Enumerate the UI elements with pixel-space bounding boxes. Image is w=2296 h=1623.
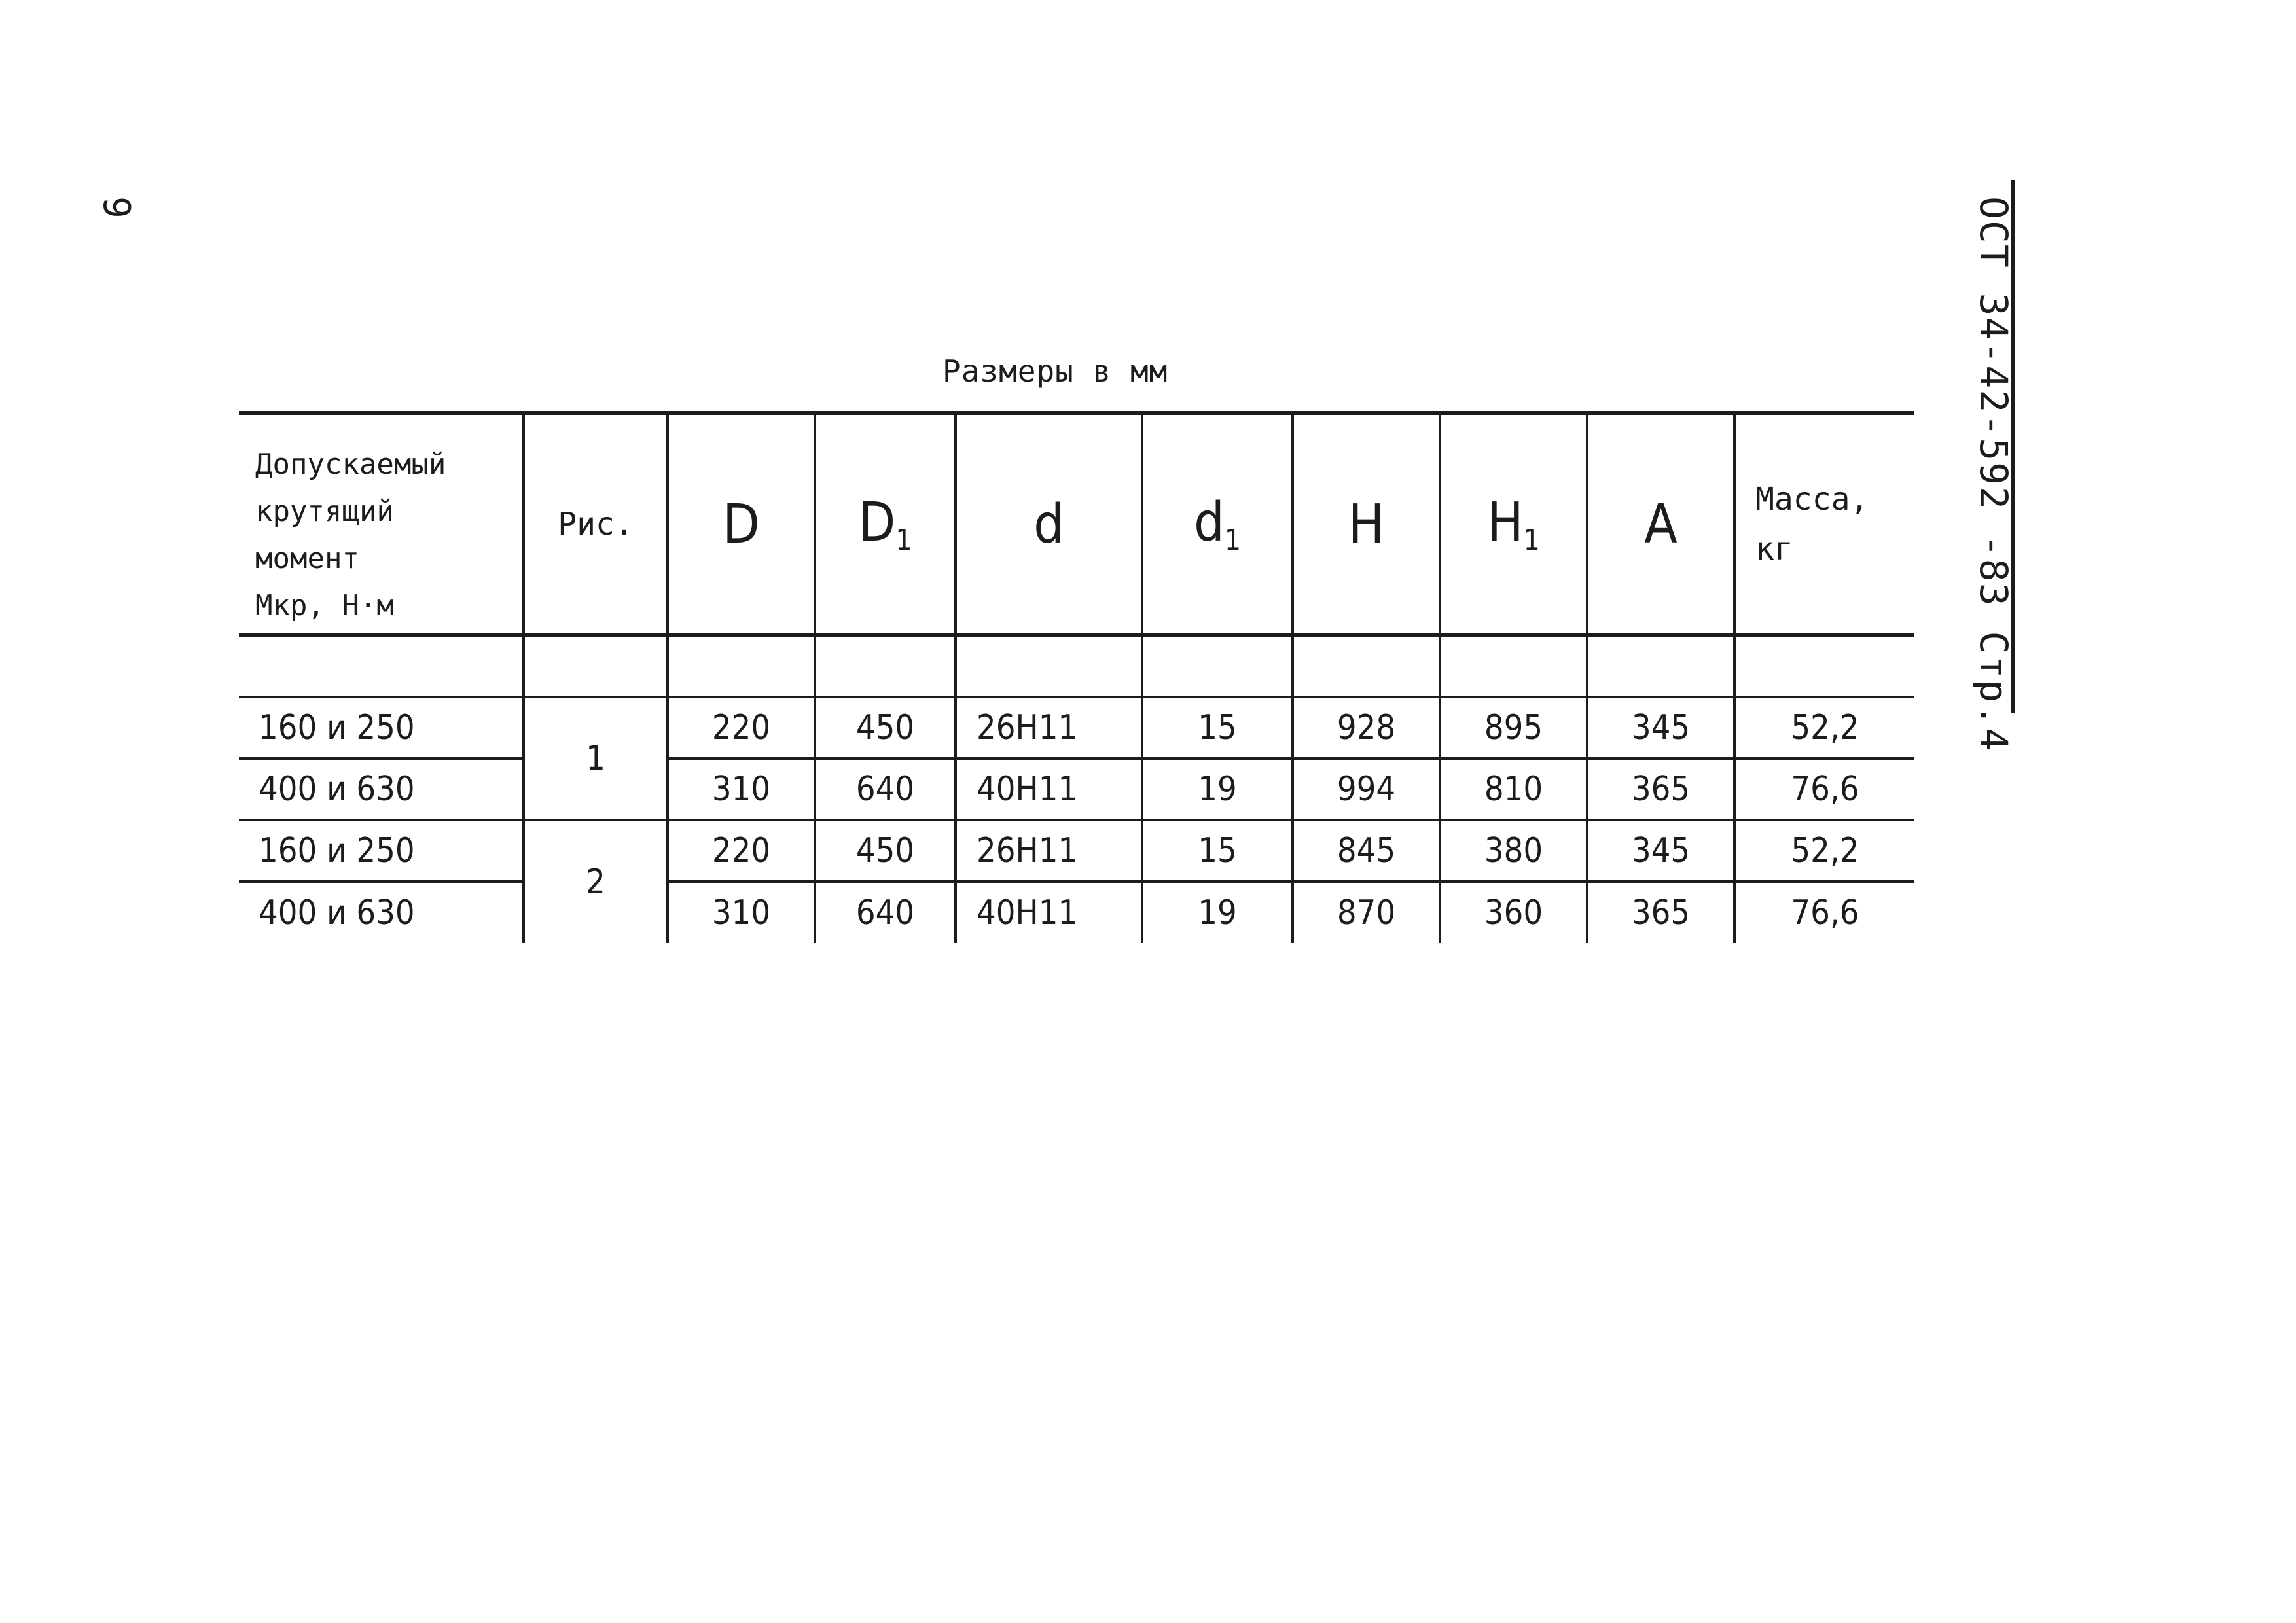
cell-mass: 76,6: [1734, 758, 1914, 820]
header-H1: [1440, 413, 1587, 635]
cell-d1: 19: [1142, 758, 1293, 820]
cell-d: 40Н11: [956, 758, 1142, 820]
spacer-cell: [1293, 635, 1440, 697]
header-D1-base: D: [858, 491, 896, 554]
cell-A: 365: [1587, 882, 1734, 943]
header-H1-base: H: [1487, 491, 1524, 554]
spacer-cell: [1142, 635, 1293, 697]
header-H: H: [1293, 413, 1440, 635]
cell-d1: 19: [1142, 882, 1293, 943]
cell-H: 928: [1293, 697, 1440, 758]
header-moment-line: момент: [255, 542, 359, 575]
spacer-cell: [524, 635, 668, 697]
table-row: [239, 820, 1914, 882]
header-moment: [239, 413, 524, 635]
dimensions-table: [239, 411, 1914, 943]
cell-D1: 640: [815, 758, 956, 820]
cell-D: 310: [668, 882, 815, 943]
cell-D1: 450: [815, 820, 956, 882]
cell-moment: 160 и 250: [259, 708, 415, 747]
cell-d1: 15: [1142, 820, 1293, 882]
cell-H: 870: [1293, 882, 1440, 943]
cell-figure: 2: [524, 820, 668, 943]
cell-H1: 360: [1440, 882, 1587, 943]
cell-H1: 810: [1440, 758, 1587, 820]
cell-d: 26Н11: [956, 820, 1142, 882]
header-moment-line: Допускаемый: [255, 448, 446, 481]
header-d1-subscript: 1: [1224, 524, 1242, 557]
cell-D1: 640: [815, 882, 956, 943]
cell-D: 310: [668, 758, 815, 820]
table-row: [239, 697, 1914, 758]
cell-A: 345: [1587, 820, 1734, 882]
cell-moment: 400 и 630: [259, 770, 415, 809]
header-D: D: [668, 413, 815, 635]
cell-d1: 15: [1142, 697, 1293, 758]
document-code: ОСТ 34-42-592 -83 Стр.4: [1971, 196, 2016, 753]
cell-A: 345: [1587, 697, 1734, 758]
cell-d: 26Н11: [956, 697, 1142, 758]
cell-d: 40Н11: [956, 882, 1142, 943]
cell-moment: 400 и 630: [259, 893, 415, 933]
spacer-cell: [239, 635, 524, 697]
header-H1-subscript: 1: [1523, 524, 1540, 557]
spacer-cell: [1440, 635, 1587, 697]
cell-mass: 52,2: [1734, 697, 1914, 758]
cell-H1: 380: [1440, 820, 1587, 882]
table-row: [239, 882, 1914, 943]
table-header-row: [239, 413, 1914, 635]
cell-figure: 1: [524, 697, 668, 820]
header-d1-base: d: [1193, 491, 1225, 554]
header-d: d: [956, 413, 1142, 635]
units-caption: Размеры в мм: [942, 353, 1168, 389]
page-number: 9: [95, 196, 137, 219]
spacer-cell: [668, 635, 815, 697]
cell-A: 365: [1587, 758, 1734, 820]
header-A: A: [1587, 413, 1734, 635]
cell-mass: 52,2: [1734, 820, 1914, 882]
header-mass-line: Масса,: [1755, 481, 1869, 518]
cell-H: 845: [1293, 820, 1440, 882]
header-mass: [1734, 413, 1914, 635]
spacer-cell: [956, 635, 1142, 697]
header-figure: Рис.: [524, 413, 668, 635]
cell-D: 220: [668, 820, 815, 882]
table-spacer-row: [239, 635, 1914, 697]
header-D1-subscript: 1: [895, 524, 912, 557]
cell-mass: 76,6: [1734, 882, 1914, 943]
cell-D: 220: [668, 697, 815, 758]
header-moment-line: крутящий: [255, 495, 394, 528]
cell-moment: 160 и 250: [259, 831, 415, 870]
cell-H1: 895: [1440, 697, 1587, 758]
header-d1: [1142, 413, 1293, 635]
cell-D1: 450: [815, 697, 956, 758]
cell-H: 994: [1293, 758, 1440, 820]
spacer-cell: [815, 635, 956, 697]
header-moment-line: Мкр, Н·м: [255, 589, 394, 622]
table-row: [239, 758, 1914, 820]
spacer-cell: [1587, 635, 1734, 697]
header-D1: [815, 413, 956, 635]
header-mass-line: кг: [1755, 531, 1793, 567]
spacer-cell: [1734, 635, 1914, 697]
